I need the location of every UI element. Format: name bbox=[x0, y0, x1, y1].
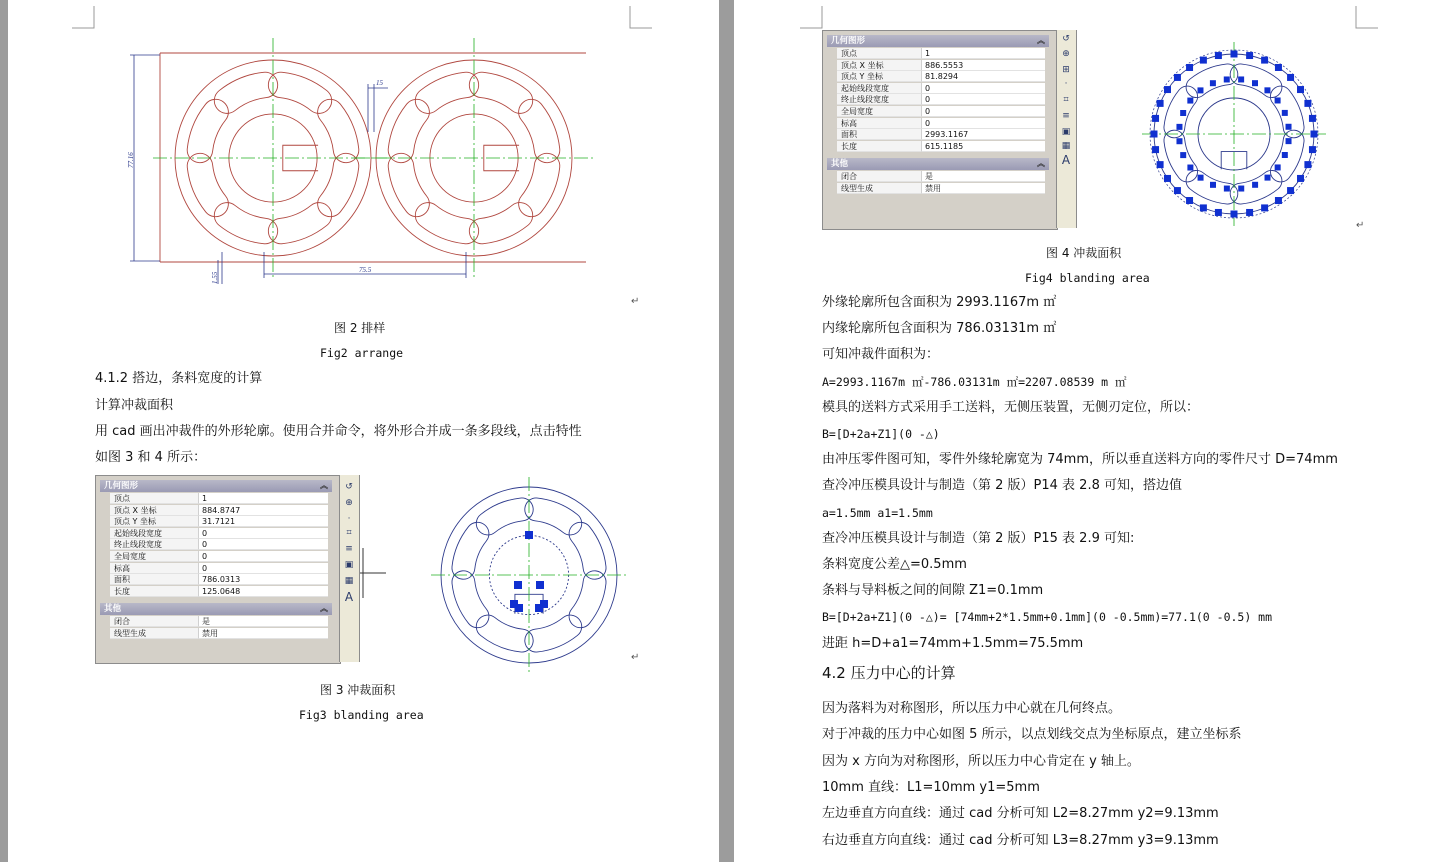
paragraph-mark: ↵ bbox=[1356, 220, 1365, 231]
property-value[interactable]: 0 bbox=[198, 551, 328, 562]
property-key: 线型生成 bbox=[837, 183, 921, 194]
dot-icon[interactable]: · bbox=[1064, 79, 1068, 89]
fig3-properties-panel bbox=[95, 475, 341, 664]
dot-icon[interactable]: · bbox=[347, 514, 351, 524]
body-line-42-0: 因为落料为对称图形，所以压力中心就在几何终点。 bbox=[822, 701, 1122, 716]
body-line-6: 由冲压零件图可知，零件外缘轮廓宽为 74mm，所以垂直送料方向的零件尺寸 D=74mm bbox=[822, 452, 1338, 468]
body-line-10: 条料宽度公差△=0.5mm bbox=[822, 557, 967, 572]
zoom-icon[interactable]: ⊕ bbox=[345, 498, 353, 508]
panel-group-header[interactable] bbox=[100, 603, 332, 615]
property-key: 全局宽度 bbox=[110, 551, 198, 562]
panel-group-header[interactable] bbox=[827, 158, 1049, 170]
body-line-11: 条料与导料板之间的间隙 Z1=0.1mm bbox=[822, 583, 1044, 599]
property-key: 面积 bbox=[110, 574, 198, 585]
property-key: 闭合 bbox=[837, 171, 921, 182]
property-value[interactable]: 是 bbox=[921, 171, 1045, 182]
stretch-icon[interactable]: ⌗ bbox=[346, 528, 352, 538]
paragraph-mark: ↵ bbox=[631, 652, 640, 663]
crop-mark-top-right bbox=[630, 6, 652, 28]
property-value[interactable]: 81.8294 bbox=[921, 71, 1045, 82]
property-value[interactable]: 0 bbox=[921, 94, 1045, 105]
fig2-caption-cn: 图 2 排样 bbox=[334, 321, 386, 335]
property-value[interactable]: 884.8747 bbox=[198, 505, 328, 516]
body-line-2: 可知冲裁件面积为： bbox=[822, 347, 940, 363]
panel-group-title: 几何图形 bbox=[104, 481, 139, 491]
property-value[interactable]: 0 bbox=[198, 563, 328, 574]
collapse-chevron-icon[interactable]: ︽ bbox=[1037, 36, 1045, 45]
dim-gap-label: 15 bbox=[376, 79, 383, 87]
panel-group-title: 其他 bbox=[104, 604, 122, 615]
fig3-cursor bbox=[358, 548, 388, 598]
collapse-chevron-icon[interactable]: ︽ bbox=[320, 481, 328, 490]
paragraph-mark: ↵ bbox=[631, 296, 640, 307]
body-line-13: 进距 h=D+a1=74mm+1.5mm=75.5mm bbox=[822, 635, 1084, 651]
crop-mark-top-right bbox=[1356, 6, 1378, 28]
fig3-toolbar bbox=[339, 475, 360, 662]
property-key: 线型生成 bbox=[110, 628, 198, 639]
property-value[interactable]: 886.5553 bbox=[921, 60, 1045, 71]
property-key: 终止线段宽度 bbox=[837, 94, 921, 105]
property-value[interactable]: 0 bbox=[198, 528, 328, 539]
property-value[interactable]: 0 bbox=[921, 83, 1045, 94]
dim-edge-label: 1.55 bbox=[211, 271, 219, 284]
right-page bbox=[734, 0, 1450, 862]
fig4-caption-cn: 图 4 冲裁面积 bbox=[1046, 246, 1122, 260]
panel-group-header[interactable] bbox=[827, 35, 1049, 47]
panel-group-title: 其他 bbox=[831, 159, 849, 170]
property-key: 标高 bbox=[837, 118, 921, 129]
dimension-icon[interactable]: ≡ bbox=[1062, 111, 1070, 121]
property-value[interactable]: 786.0313 bbox=[198, 574, 328, 585]
body-line-42-3: 10mm 直线：L1=10mm y1=5mm bbox=[822, 779, 1040, 795]
panel-group-title: 几何图形 bbox=[831, 36, 866, 46]
body-line-8: a=1.5mm a1=1.5mm bbox=[822, 505, 933, 520]
property-key: 终止线段宽度 bbox=[110, 539, 198, 550]
fig4-caption-en: Fig4 blanding area bbox=[1025, 271, 1150, 285]
dimension-icon[interactable]: ≡ bbox=[345, 544, 353, 554]
property-value[interactable]: 2993.1167 bbox=[921, 129, 1045, 140]
fig3-caption-cn: 图 3 冲裁面积 bbox=[320, 683, 396, 697]
body-line-4: 模具的送料方式采用手工送料，无侧压装置，无侧刃定位，所以： bbox=[822, 399, 1200, 415]
crop-mark-top-left bbox=[800, 6, 822, 28]
body-line-9: 查冷冲压模具设计与制造（第 2 版）P15 表 2.9 可知: bbox=[822, 530, 1135, 546]
paragraph-calc-area: 计算冲裁面积 bbox=[95, 398, 174, 413]
fig2-caption-en: Fig2 arrange bbox=[320, 346, 404, 360]
body-line-0: 外缘轮廓所包含面积为 2993.1167m ㎡ bbox=[822, 295, 1057, 310]
rotate-icon[interactable]: ↺ bbox=[345, 482, 353, 492]
block-icon[interactable]: ▣ bbox=[1061, 127, 1071, 137]
property-value[interactable]: 0 bbox=[921, 118, 1045, 129]
property-key: 起始线段宽度 bbox=[110, 528, 198, 539]
table-icon[interactable]: ▦ bbox=[344, 576, 354, 586]
table-icon[interactable]: ▦ bbox=[1061, 141, 1071, 151]
property-value[interactable]: 0 bbox=[921, 106, 1045, 117]
panel-group-header[interactable] bbox=[100, 480, 332, 492]
body-line-42-5: 右边垂直方向直线：通过 cad 分析可知 L3=8.27mm y3=9.13mm bbox=[822, 832, 1219, 848]
collapse-chevron-icon[interactable]: ︽ bbox=[1037, 159, 1045, 169]
body-line-3: A=2993.1167m ㎡-786.03131m ㎡=2207.08539 m ㎡ bbox=[822, 374, 1127, 389]
property-key: 顶点 Y 坐标 bbox=[837, 71, 921, 82]
property-value[interactable]: 0 bbox=[198, 539, 328, 550]
property-key: 闭合 bbox=[110, 616, 198, 627]
body-line-42-1: 对于冲裁的压力中心如图 5 所示，以点划线交点为坐标原点，建立坐标系 bbox=[822, 727, 1242, 743]
property-key: 顶点 X 坐标 bbox=[837, 60, 921, 71]
body-line-42-2: 因为 x 方向为对称图形，所以压力中心肯定在 y 轴上。 bbox=[822, 753, 1140, 769]
property-key: 长度 bbox=[110, 586, 198, 597]
crop-mark-top-left bbox=[72, 6, 94, 28]
property-value[interactable]: 615.1185 bbox=[921, 141, 1045, 152]
body-line-7: 查冷冲压模具设计与制造（第 2 版）P14 表 2.8 可知，搭边值 bbox=[822, 478, 1182, 494]
stretch-icon[interactable]: ⌗ bbox=[1063, 95, 1069, 105]
property-value[interactable]: 是 bbox=[198, 616, 328, 627]
paragraph-see-fig: 如图 3 和 4 所示： bbox=[95, 450, 207, 465]
collapse-chevron-icon[interactable]: ︽ bbox=[320, 604, 328, 614]
body-line-12: B=[D+2a+Z1](0 -△)= [74mm+2*1.5mm+0.1mm](0 -0.5mm)=77.1(0 -0.5) mm bbox=[822, 610, 1273, 625]
dim-width-label: 77.16 bbox=[127, 152, 135, 168]
property-key: 起始线段宽度 bbox=[837, 83, 921, 94]
fig4-toolbar bbox=[1056, 30, 1077, 228]
fig4-properties-panel bbox=[822, 30, 1058, 230]
property-value[interactable]: 禁用 bbox=[198, 628, 328, 639]
text-tool-icon[interactable]: A bbox=[1061, 153, 1071, 167]
property-value[interactable]: 1 bbox=[921, 48, 1045, 59]
property-value[interactable]: 31.7121 bbox=[198, 516, 328, 527]
property-key: 顶点 bbox=[110, 493, 198, 504]
body-line-42-4: 左边垂直方向直线：通过 cad 分析可知 L2=8.27mm y2=9.13mm bbox=[822, 806, 1219, 822]
zoom-icon[interactable]: ⊕ bbox=[1062, 49, 1070, 59]
fig3-inner-contour-drawing bbox=[418, 478, 630, 668]
property-key: 顶点 X 坐标 bbox=[110, 505, 198, 516]
property-value[interactable]: 125.0648 bbox=[198, 586, 328, 597]
select-icon[interactable]: ⊞ bbox=[1062, 65, 1070, 75]
fig3-caption-en: Fig3 blanding area bbox=[299, 708, 424, 722]
property-key: 顶点 bbox=[837, 48, 921, 59]
body-line-1: 内缘轮廓所包含面积为 786.03131m ㎡ bbox=[822, 321, 1057, 337]
property-key: 顶点 Y 坐标 bbox=[110, 516, 198, 527]
property-key: 面积 bbox=[837, 129, 921, 140]
fig2-arrange-drawing bbox=[118, 22, 598, 288]
section-heading-412: 4.1.2 搭边，条料宽度的计算 bbox=[95, 371, 263, 386]
property-key: 全局宽度 bbox=[837, 106, 921, 117]
property-key: 长度 bbox=[837, 141, 921, 152]
property-key: 标高 bbox=[110, 563, 198, 574]
property-value[interactable]: 禁用 bbox=[921, 183, 1045, 194]
property-value[interactable]: 1 bbox=[198, 493, 328, 504]
section-heading-42: 4.2 压力中心的计算 bbox=[822, 664, 956, 682]
body-line-5: B=[D+2a+Z1](0 -△) bbox=[822, 427, 940, 441]
paragraph-cad-outline: 用 cad 画出冲裁件的外形轮廓。使用合并命令，将外形合并成一条多段线，点击特性 bbox=[95, 424, 582, 439]
block-icon[interactable]: ▣ bbox=[344, 560, 354, 570]
rotate-icon[interactable]: ↺ bbox=[1062, 34, 1070, 44]
fig4-outer-contour-drawing bbox=[1134, 48, 1334, 228]
left-page bbox=[8, 0, 719, 862]
text-tool-icon[interactable]: A bbox=[344, 590, 354, 604]
dim-pitch-label: 75.5 bbox=[359, 266, 372, 274]
